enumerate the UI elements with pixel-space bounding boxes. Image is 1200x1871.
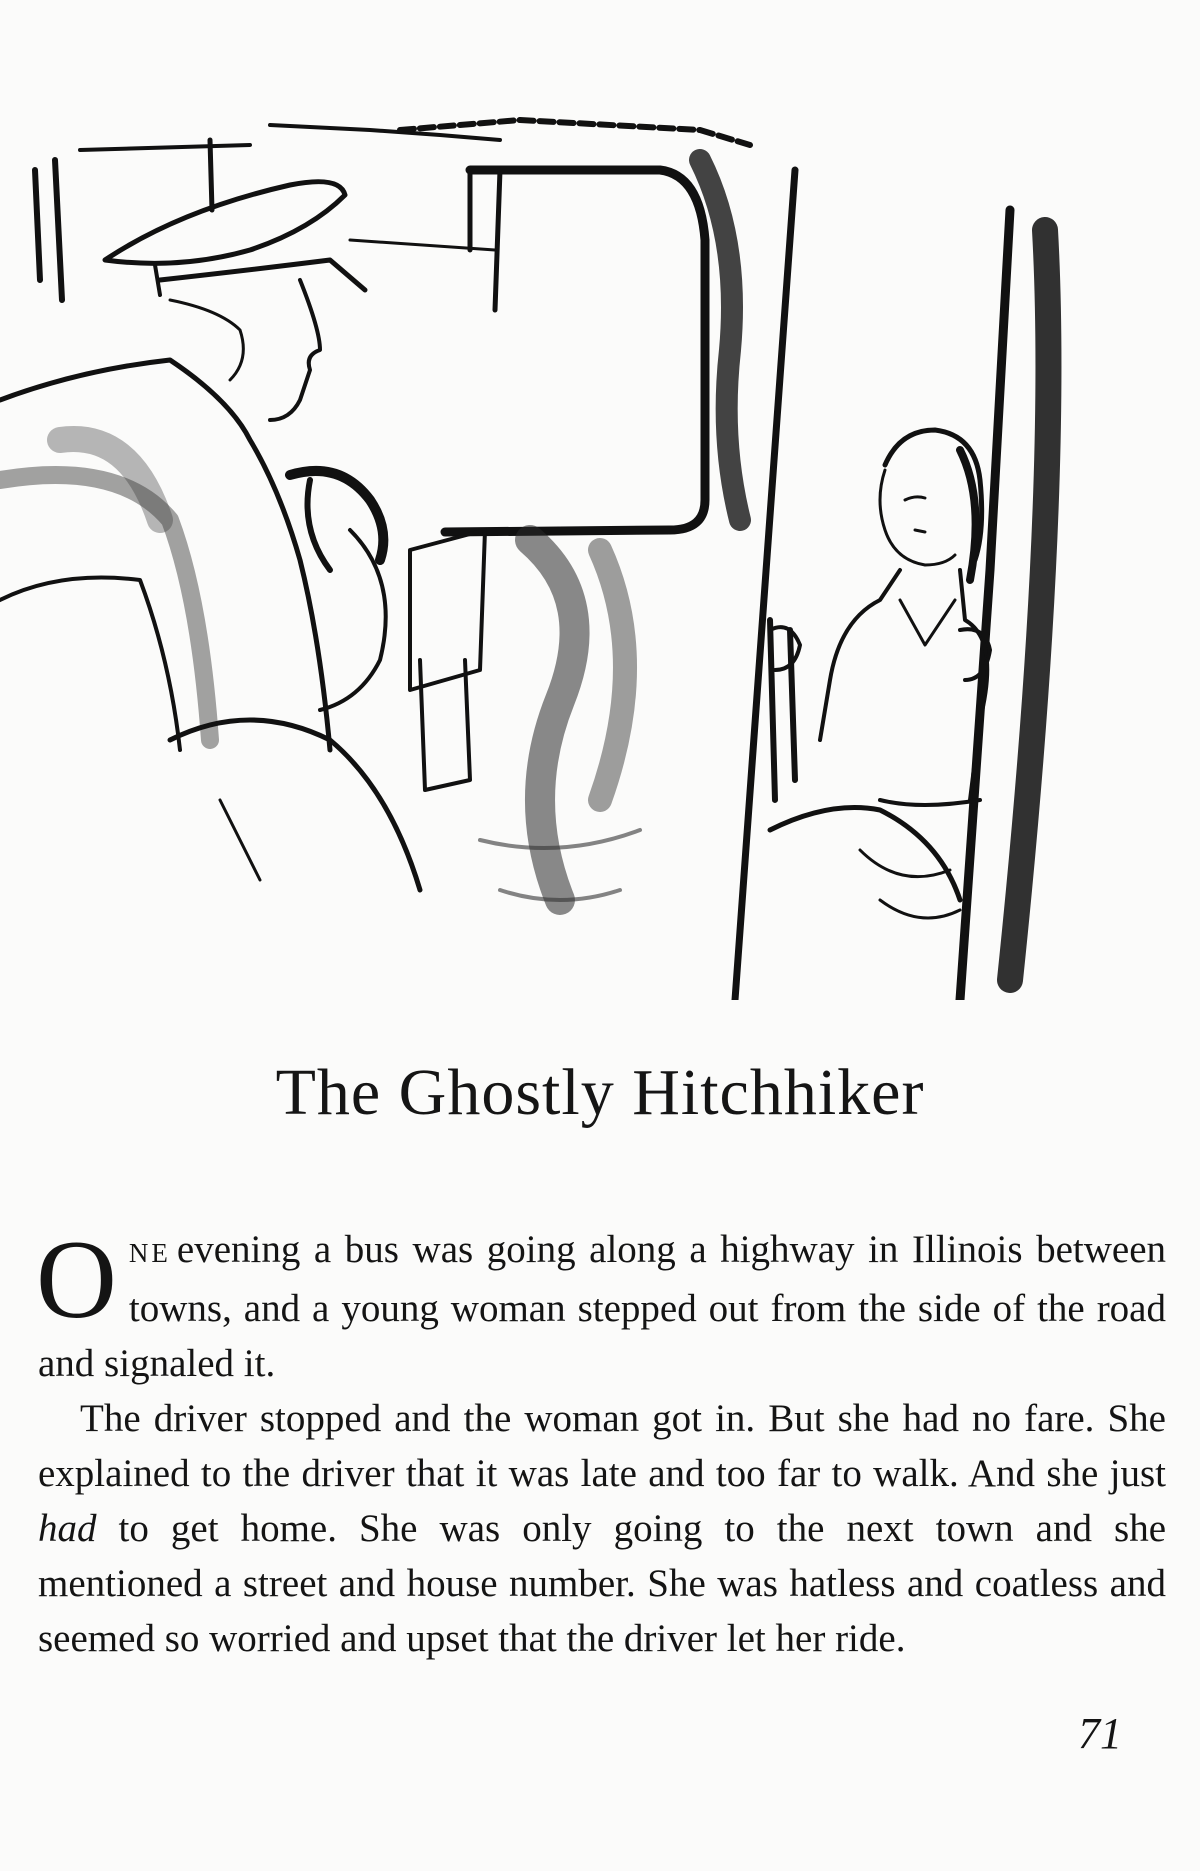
emphasized-word: had	[38, 1507, 97, 1550]
paragraph-2-text-a: The driver stopped and the woman got in. But she had no fare. She explained to the driver that it was late and too far to walk. And she just	[38, 1397, 1166, 1495]
story-paragraph-2	[38, 1391, 1166, 1666]
drop-cap: O	[36, 1218, 117, 1342]
story-paragraph-1	[36, 1218, 1166, 1391]
small-caps-opening: NE	[128, 1238, 171, 1268]
paragraph-1-text: evening a bus was going along a highway in Illinois between towns, and a young woman stepped out from the side of the road and signaled it.	[38, 1228, 1166, 1385]
story-title: The Ghostly Hitchhiker	[275, 1056, 925, 1129]
ink-drawing	[0, 100, 1070, 1000]
story-text	[36, 1218, 1167, 1666]
page-number: 71	[1078, 1709, 1122, 1758]
bus-driver-and-hitchhiker-illustration	[0, 100, 1070, 1000]
paragraph-2-text-b: to get home. She was only going to the next town and she mentioned a street and house number. She was hatless and coatless and seemed so worried and upset that the driver let her ride.	[38, 1507, 1167, 1660]
